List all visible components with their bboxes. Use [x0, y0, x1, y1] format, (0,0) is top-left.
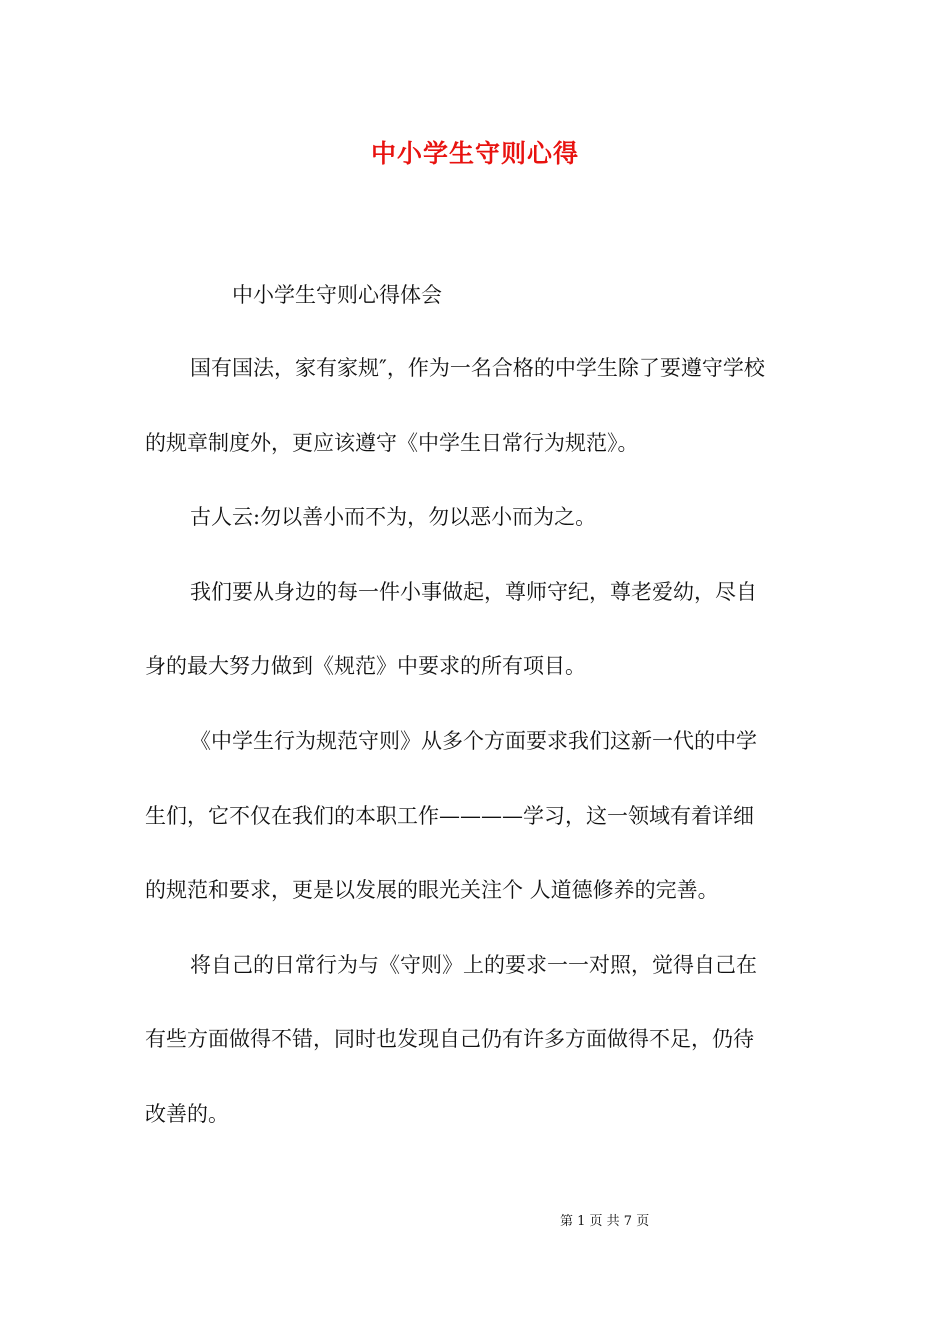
paragraph-line: 有些方面做得不错，同时也发现自己仍有许多方面做得不足，仍待 — [145, 1027, 754, 1051]
paragraph-line: 《中学生行为规范守则》从多个方面要求我们这新一代的中学 — [190, 729, 757, 753]
paragraph-line: 国有国法，家有家规″，作为一名合格的中学生除了要遵守学校 — [190, 356, 765, 380]
paragraph-line: 古人云:勿以善小而不为，勿以恶小而为之。 — [190, 505, 597, 529]
paragraph-line: 的规章制度外，更应该遵守《中学生日常行为规范》。 — [145, 431, 639, 455]
paragraph-line: 改善的。 — [145, 1102, 229, 1126]
document-subtitle: 中小学生守则心得体会 — [232, 283, 442, 307]
paragraph-line: 将自己的日常行为与《守则》上的要求一一对照，觉得自己在 — [190, 953, 757, 977]
page-number-footer: 第 1 页 共 7 页 — [560, 1214, 650, 1229]
paragraph-line: 生们，它不仅在我们的本职工作————学习，这一领域有着详细 — [145, 804, 754, 828]
paragraph-line: 的规范和要求，更是以发展的眼光关注个 人道德修养的完善。 — [145, 878, 719, 902]
paragraph-line: 我们要从身边的每一件小事做起，尊师守纪，尊老爱幼，尽自 — [190, 580, 757, 604]
document-title: 中小学生守则心得 — [370, 139, 579, 168]
paragraph-line: 身的最大努力做到《规范》中要求的所有项目。 — [145, 654, 586, 678]
